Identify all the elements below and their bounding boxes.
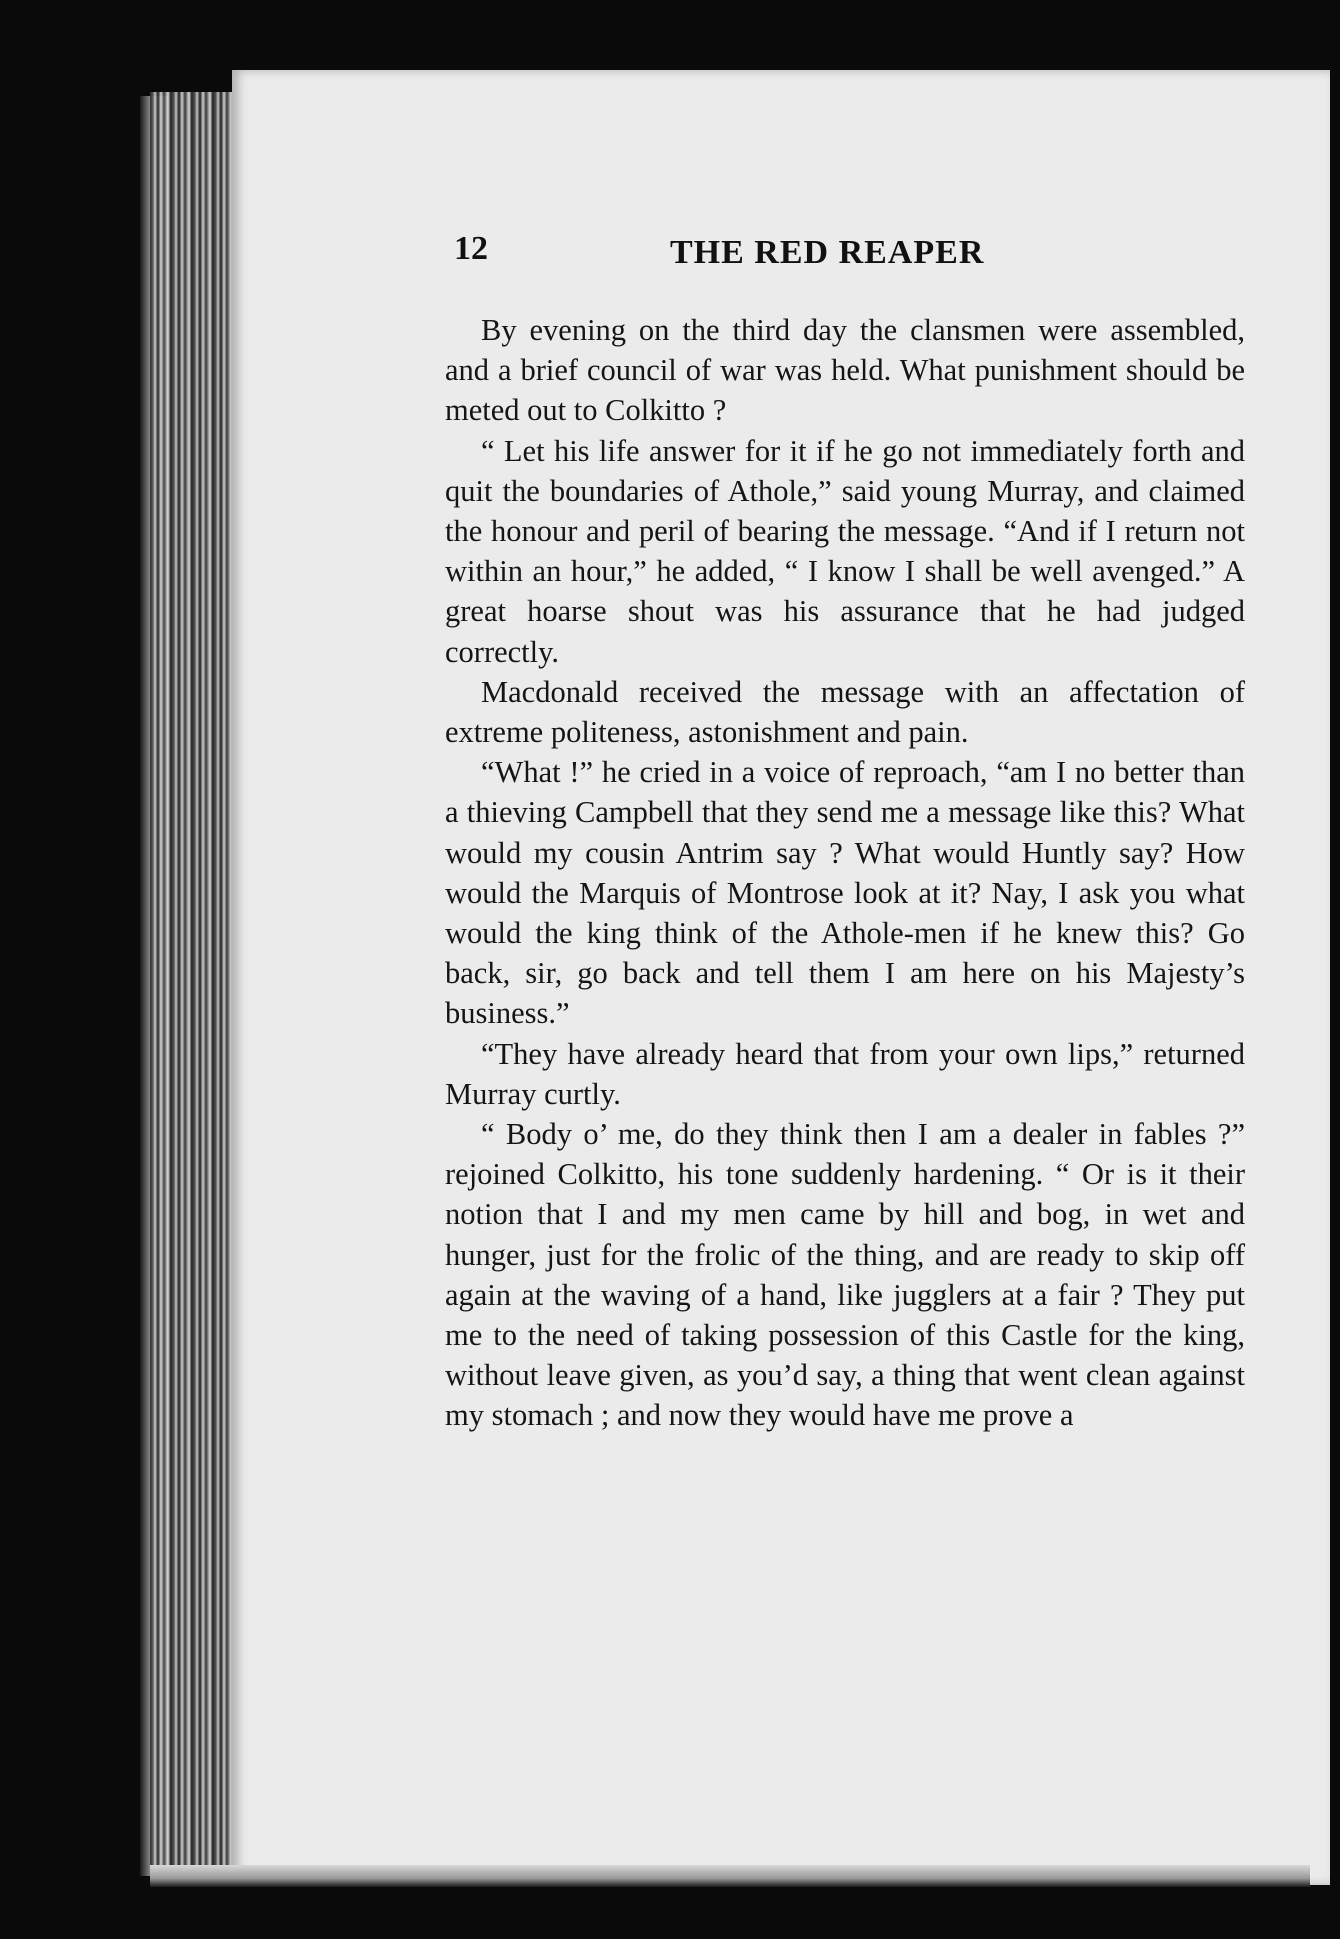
paragraph: Macdonald received the message with an affectation of extreme politeness, astonishment and pain. xyxy=(445,674,1245,750)
bottom-page-edge xyxy=(150,1865,1310,1887)
paragraph: “ Body o’ me, do they think then I am a dealer in fables ?” rejoined Colkitto, his tone suddenly hardening. “ Or is it their notion that I and my men came by hill and bog, in wet and hunger, just for the frolic of the thing, and are ready to skip off again at the waving of a hand, like jugglers at a fair ? They put me to the need of taking possession of this Castle for the king, without leave given, as you’d say, a thing that went clean against my stomach ; and now they would have me prove a xyxy=(445,1117,1245,1433)
page-header xyxy=(450,230,1250,290)
paragraph: “What !” he cried in a voice of reproach, “am I no better than a thieving Campbell that they send me a message like this? What would my cousin Antrim say ? What would Huntly say? How would the Marquis of Montrose look at it? Nay, I ask you what would the king think of the Athole-men if he knew this? Go back, sir, go back and tell them I am here on his Majesty’s business.” xyxy=(445,755,1245,1031)
paragraph: By evening on the third day the clansmen were assembled, and a brief council of war was held. What punishment should be meted out to Colkitto ? xyxy=(445,313,1245,428)
body-text xyxy=(445,310,1245,1436)
page-edges xyxy=(150,92,240,1882)
page-number: 12 xyxy=(454,230,488,267)
paragraph: “They have already heard that from your own lips,” returned Murray curtly. xyxy=(445,1036,1245,1111)
paragraph: “ Let his life answer for it if he go not immediately forth and quit the boundaries of Athole,” said young Murray, and claimed the honour and peril of bearing the message. “And if I return not within an hour,” he added, “ I know I shall be well avenged.” A great hoarse shout was his assurance that he had judged correctly. xyxy=(445,433,1245,669)
running-title: THE RED REAPER xyxy=(670,234,985,271)
